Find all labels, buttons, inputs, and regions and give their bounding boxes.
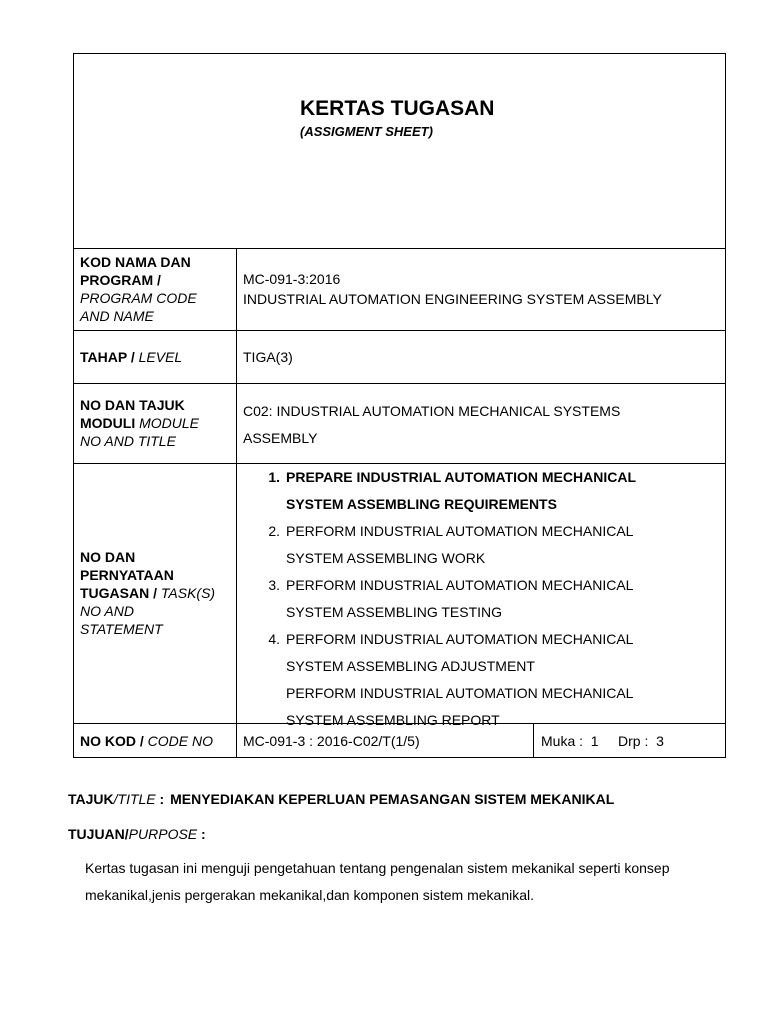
column-divider — [236, 248, 237, 758]
task-line: PREPARE INDUSTRIAL AUTOMATION MECHANICAL — [286, 469, 636, 485]
task-number: 3. — [268, 577, 280, 593]
code-label-italic: CODE NO — [147, 733, 214, 749]
level-label-italic: LEVEL — [138, 349, 183, 365]
tasks-label-line: NO AND — [80, 603, 134, 619]
task-line: PERFORM INDUSTRIAL AUTOMATION MECHANICAL — [286, 685, 634, 701]
page-subtitle: (ASSIGMENT SHEET) — [300, 124, 433, 139]
title-sep: : — [155, 791, 165, 807]
program-label-line: PROGRAM / — [80, 272, 161, 288]
module-label-line: NO DAN TAJUK — [80, 397, 185, 413]
task-line: SYSTEM ASSEMBLING TESTING — [286, 604, 503, 620]
task-item — [258, 518, 636, 572]
row-divider — [73, 248, 726, 249]
module-label — [80, 396, 199, 450]
task-line: SYSTEM ASSEMBLING REPORT — [286, 712, 500, 728]
purpose-text-line: mekanikal,jenis pergerakan mekanikal,dan komponen sistem mekanikal. — [85, 887, 535, 903]
code-label-bold: NO KOD / — [80, 733, 144, 749]
task-item — [258, 680, 636, 734]
purpose-heading — [68, 825, 206, 843]
task-line: SYSTEM ASSEMBLING REQUIREMENTS — [286, 496, 557, 512]
task-line: SYSTEM ASSEMBLING WORK — [286, 550, 486, 566]
level-label — [80, 348, 182, 366]
program-label — [80, 253, 197, 325]
tasks-label — [80, 548, 215, 638]
tasks-label-line: NO DAN — [80, 549, 136, 565]
module-value-line: C02: INDUSTRIAL AUTOMATION MECHANICAL SYSTEMS — [243, 403, 621, 419]
task-item — [258, 572, 636, 626]
task-line: PERFORM INDUSTRIAL AUTOMATION MECHANICAL — [286, 577, 634, 593]
purpose-label: TUJUAN/ — [68, 826, 129, 842]
code-value: MC-091-3 : 2016-C02/T(1/5) — [243, 733, 420, 749]
assignment-title — [68, 790, 614, 808]
program-label-line: AND NAME — [80, 308, 154, 324]
program-label-line: PROGRAM CODE — [80, 290, 197, 306]
task-item — [258, 626, 636, 680]
program-label-line: KOD NAMA DAN — [80, 254, 191, 270]
module-label-italic: MODULE — [139, 415, 200, 431]
row-divider — [73, 383, 726, 384]
module-label-line: NO AND TITLE — [80, 433, 176, 449]
purpose-label-italic: PURPOSE — [128, 826, 198, 842]
row-divider — [73, 330, 726, 331]
title-value: MENYEDIAKAN KEPERLUAN PEMASANGAN SISTEM MEKANIKAL — [170, 791, 615, 807]
level-label-bold: TAHAP / — [80, 349, 135, 365]
tasks-label-line: STATEMENT — [80, 621, 163, 637]
task-line: PERFORM INDUSTRIAL AUTOMATION MECHANICAL — [286, 523, 634, 539]
task-number: 2. — [268, 523, 280, 539]
module-value-line: ASSEMBLY — [243, 430, 318, 446]
page-title: KERTAS TUGASAN — [300, 97, 495, 120]
tasks-label-line: PERNYATAAN — [80, 567, 174, 583]
task-item — [258, 464, 636, 518]
task-line: PERFORM INDUSTRIAL AUTOMATION MECHANICAL — [286, 631, 634, 647]
page-count: Muka : 1 Drp : 3 — [541, 733, 664, 749]
module-label-bold: MODULI — [80, 415, 136, 431]
title-label: TAJUK — [68, 791, 114, 807]
tasks-label-italic: TASK(S) — [160, 585, 216, 601]
tasks-label-bold: TUGASAN / — [80, 585, 157, 601]
task-list — [258, 464, 636, 734]
task-line: SYSTEM ASSEMBLING ADJUSTMENT — [286, 658, 535, 674]
title-label-italic: /TITLE — [113, 791, 156, 807]
task-number: 4. — [268, 631, 280, 647]
level-value: TIGA(3) — [243, 349, 293, 365]
purpose-sep: : — [197, 826, 206, 842]
task-number: 1. — [268, 469, 280, 485]
program-code: MC-091-3:2016 — [243, 271, 341, 287]
code-label — [80, 732, 213, 750]
purpose-text-line: Kertas tugasan ini menguji pengetahuan tentang pengenalan sistem mekanikal seperti konsep — [85, 860, 670, 876]
program-name: INDUSTRIAL AUTOMATION ENGINEERING SYSTEM ASSEMBLY — [243, 291, 662, 307]
